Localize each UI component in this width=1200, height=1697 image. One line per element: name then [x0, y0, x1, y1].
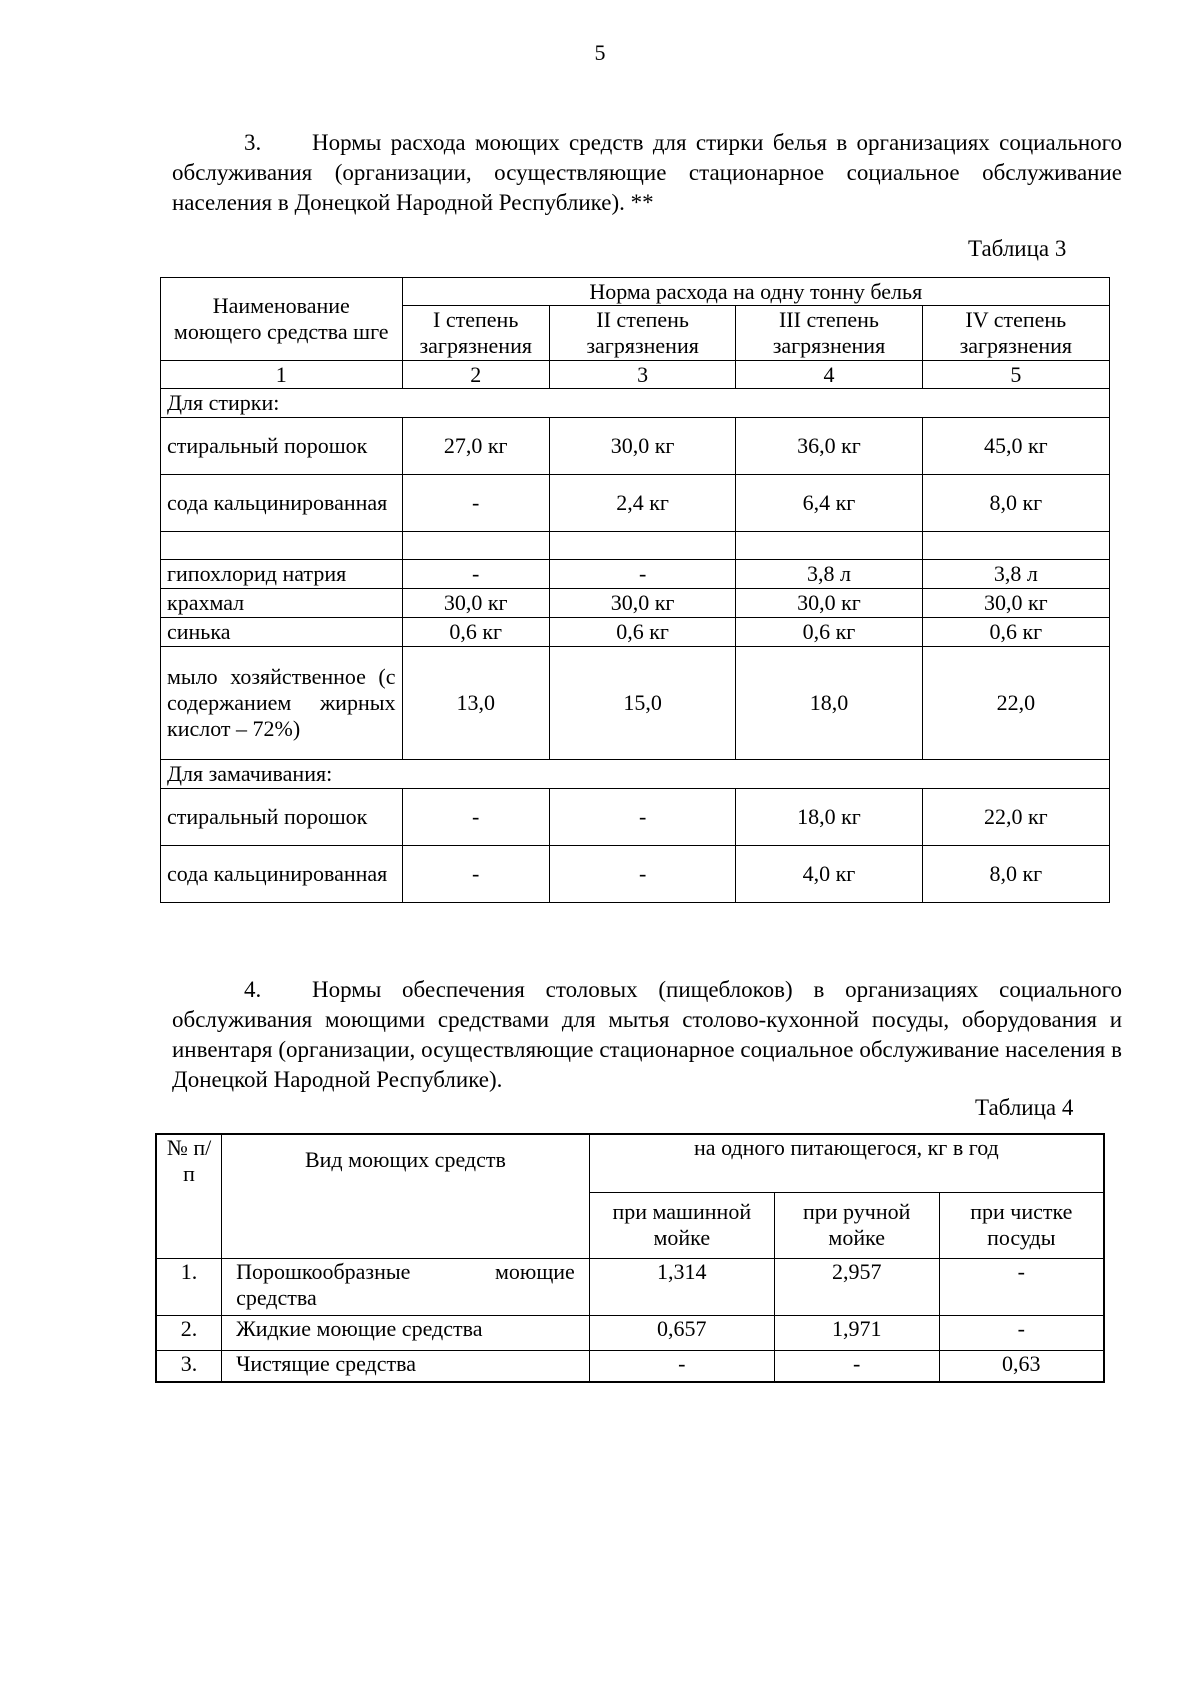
table-3-cell: 22,0	[922, 647, 1109, 760]
table-3-col-number: 2	[402, 361, 549, 389]
table-3-row-name: синька	[161, 618, 403, 647]
table-3-cell: 0,6 кг	[549, 618, 735, 647]
table-3-cell: 27,0 кг	[402, 418, 549, 475]
table-4-cell: 1,314	[589, 1258, 774, 1315]
table-4-cell: 1,971	[774, 1315, 939, 1350]
table-4-caption: Таблица 4	[975, 1095, 1074, 1120]
table-3-header-name: Наименование моющего средства шге	[161, 278, 403, 361]
section-3-paragraph	[172, 128, 1122, 218]
table-3-cell: -	[402, 475, 549, 532]
table-4-header-norm: на одного питающегося, кг в год	[589, 1134, 1104, 1192]
table-3-cell: -	[549, 789, 735, 846]
table-3-cell: -	[549, 846, 735, 903]
table-4-subheader: при чистке посуды	[939, 1192, 1104, 1258]
table-4-cell: 0,63	[939, 1350, 1104, 1382]
table-3-cell: 22,0 кг	[922, 789, 1109, 846]
section-4-text: Нормы обеспечения столовых (пищеблоков) в организациях социального обслуживания моющими средствами для мытья столово-кухонной посуды, оборудования и инвентаря (организации, осуществляющие стационарное социальное обслуживание населения в Донецкой Народной Республике).	[172, 977, 1122, 1092]
table-3-col-number: 5	[922, 361, 1109, 389]
section-4-number: 4.	[244, 977, 262, 1002]
table-3-caption: Таблица 3	[968, 236, 1067, 261]
table-3-cell: 30,0 кг	[922, 589, 1109, 618]
table-3-cell	[922, 532, 1109, 560]
table-4-subheader: при ручной мойке	[774, 1192, 939, 1258]
table-3-row-name: гипохлорид натрия	[161, 560, 403, 589]
table-3-cell	[402, 532, 549, 560]
table-4-row-type: Жидкие моющие средства	[222, 1315, 590, 1350]
table-3-cell: 30,0 кг	[549, 418, 735, 475]
table-4-header-num: № п/п	[156, 1134, 222, 1258]
table-3-cell: 18,0	[736, 647, 922, 760]
table-3-cell: 4,0 кг	[736, 846, 922, 903]
table-3-cell: 18,0 кг	[736, 789, 922, 846]
page-number: 5	[594, 40, 606, 65]
table-3-group-soak: Для замачивания:	[161, 760, 1110, 789]
table-3-cell: 2,4 кг	[549, 475, 735, 532]
table-3-header-norm: Норма расхода на одну тонну белья	[402, 278, 1109, 306]
section-4-paragraph	[172, 975, 1122, 1095]
table-3-row-name: стиральный порошок	[161, 418, 403, 475]
table-3-row-name: сода кальцинированная	[161, 846, 403, 903]
table-3-cell: 0,6 кг	[736, 618, 922, 647]
table-3	[160, 277, 1110, 903]
table-3-degree: III степень загрязнения	[736, 306, 922, 361]
table-3-cell: 3,8 л	[922, 560, 1109, 589]
table-4-subheader: при машинной мойке	[589, 1192, 774, 1258]
table-3-cell: -	[402, 846, 549, 903]
table-3-row-name	[161, 532, 403, 560]
table-3-cell: -	[402, 560, 549, 589]
table-3-cell: 45,0 кг	[922, 418, 1109, 475]
table-4-row-type: Чистящие средства	[222, 1350, 590, 1382]
table-3-degree: IV степень загрязнения	[922, 306, 1109, 361]
table-3-cell: 30,0 кг	[736, 589, 922, 618]
table-3-col-number: 4	[736, 361, 922, 389]
table-3-cell: 30,0 кг	[549, 589, 735, 618]
table-3-row-name: крахмал	[161, 589, 403, 618]
table-4-cell: -	[774, 1350, 939, 1382]
table-3-cell: 8,0 кг	[922, 475, 1109, 532]
table-3-cell: 8,0 кг	[922, 846, 1109, 903]
section-3-number: 3.	[244, 130, 262, 155]
table-4-row-type: Порошкообразные моющие средства	[222, 1258, 590, 1315]
table-3-cell: 0,6 кг	[922, 618, 1109, 647]
table-3-cell: -	[549, 560, 735, 589]
table-3-degree: I степень загрязнения	[402, 306, 549, 361]
table-4-row-num: 1.	[156, 1258, 222, 1315]
table-4-cell: -	[939, 1315, 1104, 1350]
table-3-row-name: сода кальцинированная	[161, 475, 403, 532]
table-4-row-num: 3.	[156, 1350, 222, 1382]
table-4-header-type: Вид моющих средств	[222, 1134, 590, 1258]
table-3-cell: 15,0	[549, 647, 735, 760]
table-3-cell: 13,0	[402, 647, 549, 760]
table-3-col-number: 3	[549, 361, 735, 389]
table-3-row-name: мыло хозяйственное (с содержанием жирных кислот – 72%)	[161, 647, 403, 760]
table-4-cell: 0,657	[589, 1315, 774, 1350]
table-4-cell: -	[589, 1350, 774, 1382]
table-3-row-name: стиральный порошок	[161, 789, 403, 846]
table-3-cell: 0,6 кг	[402, 618, 549, 647]
table-3-col-number: 1	[161, 361, 403, 389]
table-3-cell	[549, 532, 735, 560]
section-3-text: Нормы расхода моющих средств для стирки белья в организациях социального обслуживания (организации, осуществляющие стационарное социальное обслуживание населения в Донецкой Народной Республике). **	[172, 130, 1122, 215]
table-3-group-wash: Для стирки:	[161, 389, 1110, 418]
table-3-cell: 6,4 кг	[736, 475, 922, 532]
table-3-degree: II степень загрязнения	[549, 306, 735, 361]
table-3-cell: 30,0 кг	[402, 589, 549, 618]
table-4-cell: 2,957	[774, 1258, 939, 1315]
table-3-cell: 36,0 кг	[736, 418, 922, 475]
table-4-row-num: 2.	[156, 1315, 222, 1350]
table-3-cell: -	[402, 789, 549, 846]
table-3-cell	[736, 532, 922, 560]
table-4-cell: -	[939, 1258, 1104, 1315]
table-4	[155, 1133, 1105, 1383]
table-3-cell: 3,8 л	[736, 560, 922, 589]
